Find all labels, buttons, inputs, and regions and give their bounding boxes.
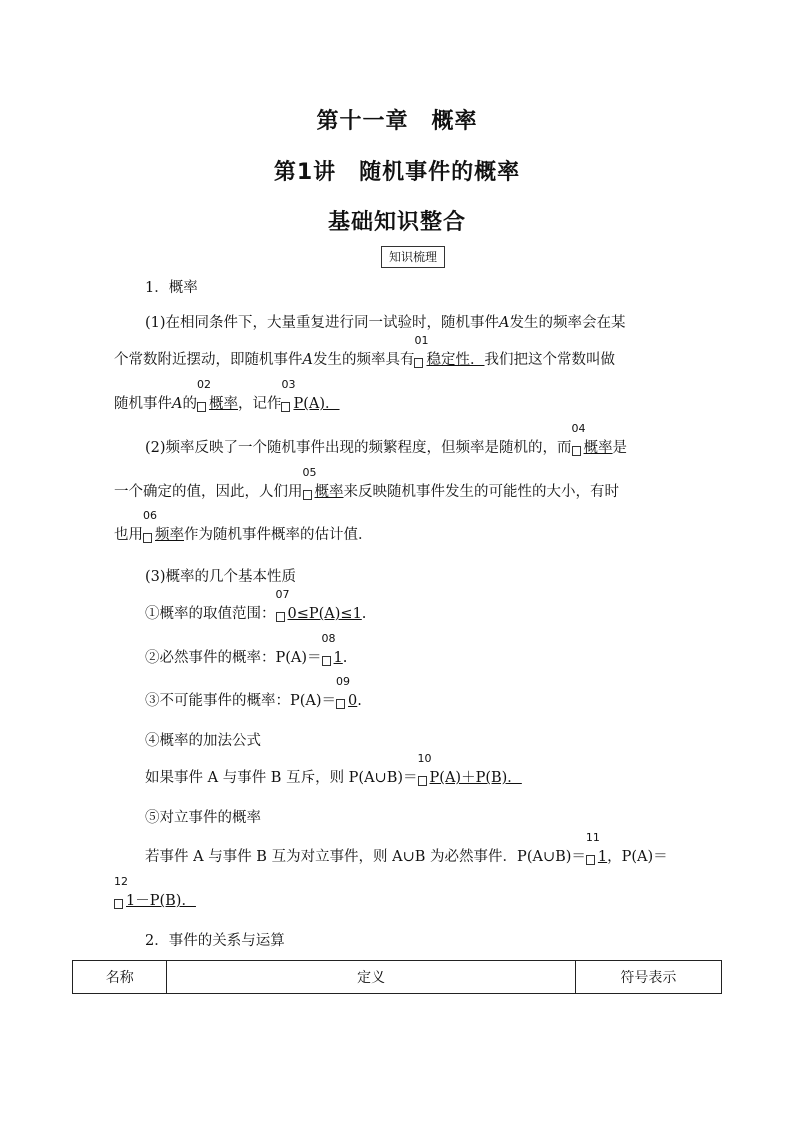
p1-line3: 随机事件A的 02 概率，记作 03 P(A)． bbox=[114, 393, 340, 415]
table-header-definition: 定义 bbox=[167, 961, 575, 994]
item-complement-line1: 若事件 A 与事件 B 互为对立事件，则 A∪B 为必然事件．P(A∪B)＝ 11 1，P(A)＝ bbox=[145, 846, 668, 868]
section-title: 基础知识整合 bbox=[327, 210, 466, 235]
relations-table bbox=[72, 960, 722, 994]
item-certain: ②必然事件的概率：P(A)＝ 08 1. bbox=[145, 647, 347, 669]
p2-line2: 一个确定的值，因此，人们用 05 概率来反映随机事件发生的可能性的大小，有时 bbox=[114, 481, 619, 503]
item-addition-formula: 如果事件 A 与事件 B 互斥，则 P(A∪B)＝ 10 P(A)＋P(B)． bbox=[145, 767, 522, 789]
answer-blank-08: 08 1 bbox=[321, 632, 343, 666]
answer-blank-04: 04 概率 bbox=[571, 422, 613, 456]
table-header-symbol: 符号表示 bbox=[575, 961, 721, 994]
p2-line3: 也用 06 频率作为随机事件概率的估计值． bbox=[114, 524, 373, 546]
answer-blank-05: 05 概率 bbox=[302, 466, 344, 500]
p1-line2: 个常数附近摆动，即随机事件A发生的频率具有 01 稳定性．我们把这个常数叫做 bbox=[114, 349, 615, 371]
answer-blank-06: 06 频率 bbox=[143, 509, 184, 543]
answer-blank-07: 07 0≤P(A)≤1 bbox=[275, 588, 362, 622]
table-header-name: 名称 bbox=[73, 961, 167, 994]
answer-blank-12: 12 1－P(B)． bbox=[114, 875, 196, 909]
answer-blank-01: 01 稳定性． bbox=[414, 334, 485, 368]
item-complement: ⑤对立事件的概率 bbox=[145, 810, 261, 826]
table-header-row bbox=[73, 961, 722, 994]
heading-relations: 2．事件的关系与运算 bbox=[145, 933, 285, 949]
answer-blank-03: 03 P(A)． bbox=[281, 378, 340, 412]
item-range: ①概率的取值范围： 07 0≤P(A)≤1. bbox=[145, 603, 366, 625]
lecture-title: 第1讲 随机事件的概率 bbox=[273, 160, 521, 185]
p2-line1: (2)频率反映了一个随机事件出现的频繁程度，但频率是随机的，而 04 概率是 bbox=[145, 437, 627, 459]
p3-properties: (3)概率的几个基本性质 bbox=[145, 569, 297, 585]
knowledge-badge: 知识梳理 bbox=[381, 246, 445, 268]
answer-blank-09: 09 0 bbox=[336, 675, 358, 709]
heading-probability: 1．概率 bbox=[145, 280, 198, 296]
p1-line1: (1)在相同条件下，大量重复进行同一试验时，随机事件A发生的频率会在某 bbox=[145, 315, 626, 331]
item-addition: ④概率的加法公式 bbox=[145, 733, 261, 749]
answer-blank-10: 10 P(A)＋P(B)． bbox=[417, 752, 522, 786]
chapter-title: 第十一章 概率 bbox=[316, 109, 478, 134]
item-impossible: ③不可能事件的概率：P(A)＝ 09 0. bbox=[145, 690, 362, 712]
answer-blank-02: 02 概率 bbox=[196, 378, 238, 412]
answer-blank-11: 11 1 bbox=[585, 831, 608, 865]
item-complement-line2 bbox=[114, 875, 196, 912]
